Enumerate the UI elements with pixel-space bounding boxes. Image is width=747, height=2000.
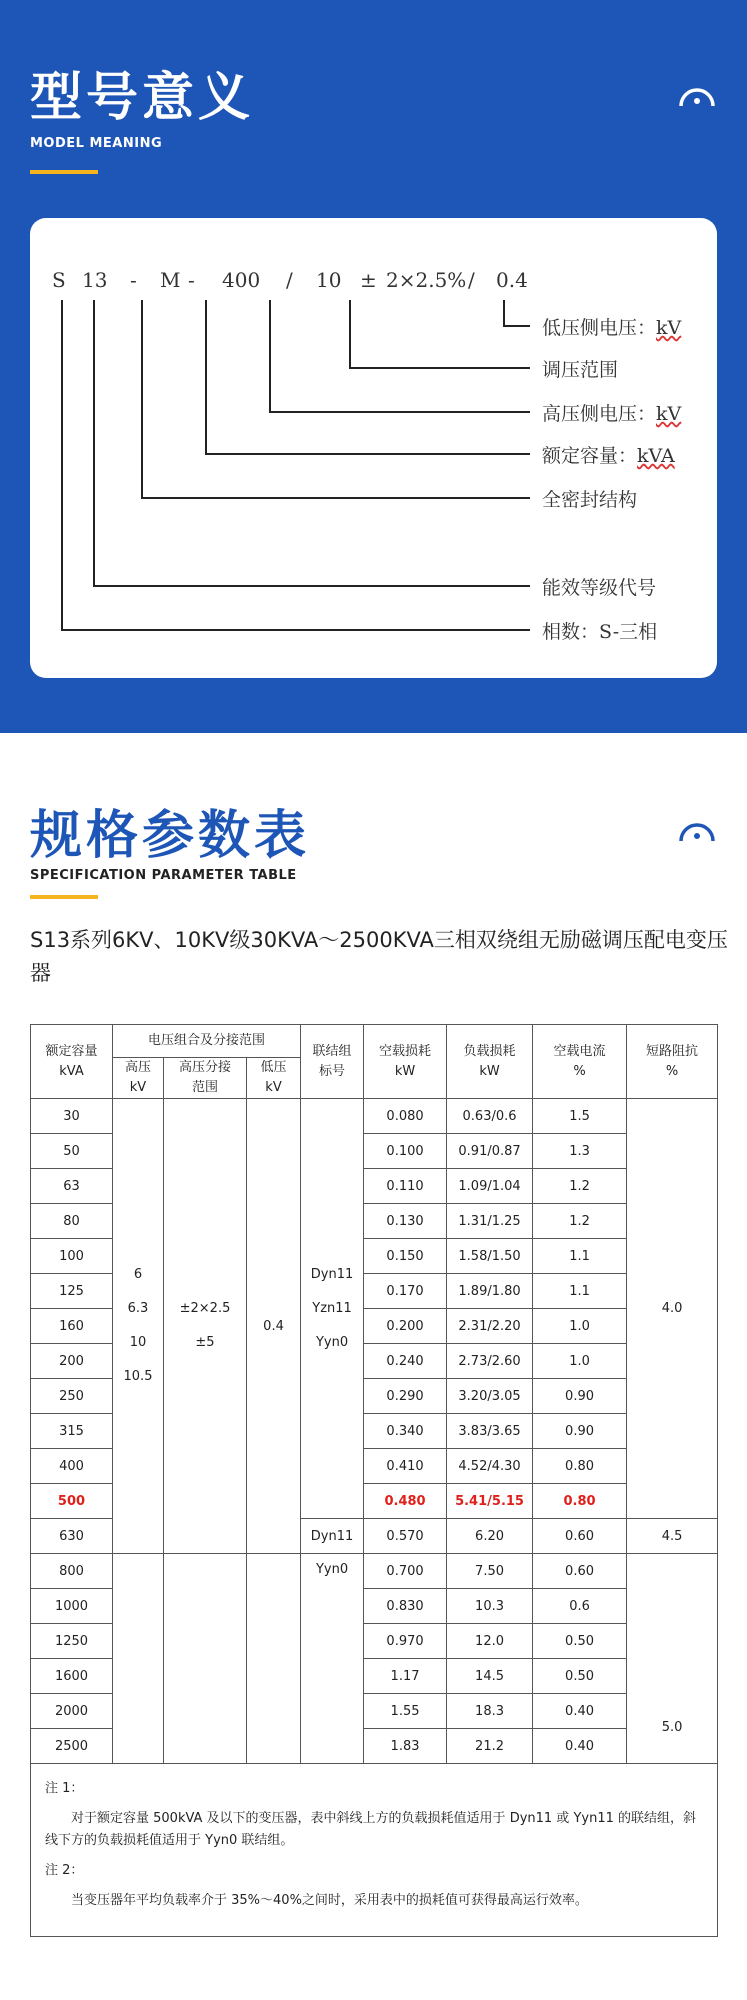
cell-noload: 1.83: [364, 1729, 447, 1764]
cell-load: 21.2: [447, 1729, 533, 1764]
cell-noload: 0.130: [364, 1204, 447, 1239]
cell-lv-empty: [247, 1554, 301, 1764]
cell-load: 0.63/0.6: [447, 1099, 533, 1134]
cell-capacity: 125: [31, 1274, 113, 1309]
code-plusminus: ±: [360, 268, 377, 292]
note-text: 对于额定容量 500kVA 及以下的变压器，表中斜线上方的负载损耗值适用于 Dyn11 或 Yyn11 的联结组，斜线下方的负载损耗值适用于 Yyn0 联结组。: [45, 1811, 696, 1848]
cell-capacity: 630: [31, 1519, 113, 1554]
cell-capacity: 50: [31, 1134, 113, 1169]
cell-load: 2.31/2.20: [447, 1309, 533, 1344]
header-unit: %: [573, 1063, 586, 1079]
spec-table: [30, 1024, 718, 1937]
code-sealed: M: [160, 268, 181, 292]
cell-current: 0.50: [533, 1624, 627, 1659]
cell-capacity: 1600: [31, 1659, 113, 1694]
meaning-efficiency: [542, 573, 656, 600]
group-value: Yyn0: [315, 1334, 349, 1350]
code-phase: S: [52, 268, 66, 292]
cell-noload: 0.110: [364, 1169, 447, 1204]
code-slash: /: [286, 268, 293, 292]
cell-capacity: 80: [31, 1204, 113, 1239]
header-text: 低压: [260, 1060, 287, 1075]
title-underline: [30, 895, 98, 899]
cell-noload: 0.700: [364, 1554, 447, 1589]
code-tap-range: 2×2.5%: [386, 268, 467, 292]
cell-noload: 0.290: [364, 1379, 447, 1414]
model-meaning-section: [0, 0, 747, 733]
cell-current: 0.90: [533, 1414, 627, 1449]
spec-description: S13系列6KV、10KV级30KVA～2500KVA三相双绕组无励磁调压配电变压器: [30, 928, 728, 985]
cell-noload: 0.970: [364, 1624, 447, 1659]
cell-noload: 0.480: [364, 1484, 447, 1519]
cell-noload: 1.17: [364, 1659, 447, 1694]
group-value: Dyn11: [310, 1266, 354, 1282]
cell-capacity: 315: [31, 1414, 113, 1449]
model-meaning-subtitle: MODEL MEANING: [30, 136, 163, 151]
header-text: 联结组: [312, 1043, 352, 1059]
meaning-label: 低压侧电压：: [542, 317, 657, 339]
cell-tap-empty: [164, 1554, 247, 1764]
code-lv: 0.4: [496, 268, 528, 292]
cell-load: 2.73/2.60: [447, 1344, 533, 1379]
code-dash: -: [188, 268, 195, 292]
cell-current: 1.3: [533, 1134, 627, 1169]
hv-value: 10: [129, 1335, 147, 1350]
cell-capacity: 30: [31, 1099, 113, 1134]
cell-load: 12.0: [447, 1624, 533, 1659]
header-text: 短路阻抗: [646, 1043, 699, 1059]
note-text: 当变压器年平均负载率介于 35%～40%之间时，采用表中的损耗值可获得最高运行效率。: [71, 1893, 588, 1908]
cell-current: 1.5: [533, 1099, 627, 1134]
cell-load: 1.09/1.04: [447, 1169, 533, 1204]
table-row: [31, 1099, 718, 1134]
cell-load: 10.3: [447, 1589, 533, 1624]
cell-group: Dyn11: [301, 1519, 364, 1554]
cell-capacity: 400: [31, 1449, 113, 1484]
note-label: 注 1：: [45, 1781, 84, 1796]
cell-current: 1.1: [533, 1239, 627, 1274]
group-value: Yzn11: [312, 1300, 352, 1316]
cell-capacity: 800: [31, 1554, 113, 1589]
header-capacity: [31, 1025, 113, 1099]
cell-current: 0.60: [533, 1554, 627, 1589]
header-text: 高压分接: [178, 1060, 231, 1075]
cell-noload: 0.340: [364, 1414, 447, 1449]
cell-hv-empty: [113, 1554, 164, 1764]
meaning-phase: [542, 617, 657, 644]
header-unit: kV: [265, 1080, 282, 1095]
cell-current: 0.50: [533, 1659, 627, 1694]
cell-capacity: 1000: [31, 1589, 113, 1624]
hv-value: 6.3: [127, 1301, 149, 1316]
cell-load: 1.89/1.80: [447, 1274, 533, 1309]
meaning-label: 额定容量：: [542, 445, 638, 467]
cell-current: 0.80: [533, 1449, 627, 1484]
header-unit: kW: [479, 1063, 500, 1079]
header-text: 范围: [191, 1080, 218, 1095]
cell-noload: 0.240: [364, 1344, 447, 1379]
meaning-unit: kV: [656, 317, 682, 339]
tap-value: ±5: [195, 1335, 215, 1350]
meaning-label: 能效等级代号: [542, 577, 657, 599]
meaning-sealed: [542, 485, 637, 512]
cell-capacity: 1250: [31, 1624, 113, 1659]
header-noload-loss: [364, 1025, 447, 1099]
header-noload-current: [533, 1025, 627, 1099]
cell-current: 1.2: [533, 1169, 627, 1204]
cell-capacity: 200: [31, 1344, 113, 1379]
cell-capacity: 250: [31, 1379, 113, 1414]
header-text: 负载损耗: [463, 1043, 516, 1059]
hv-value: 6: [133, 1267, 143, 1282]
code-slash: /: [468, 268, 475, 292]
meaning-label: 相数：S-三相: [542, 621, 658, 643]
header-group: [301, 1025, 364, 1099]
header-text: 高压: [124, 1060, 151, 1075]
cell-capacity: 100: [31, 1239, 113, 1274]
cell-current: 1.2: [533, 1204, 627, 1239]
code-dash: -: [130, 268, 137, 292]
cell-group-merged: [301, 1099, 364, 1519]
header-text: 空载损耗: [379, 1043, 432, 1059]
cell-noload: 0.410: [364, 1449, 447, 1484]
cell-load: 18.3: [447, 1694, 533, 1729]
cell-load: 7.50: [447, 1554, 533, 1589]
cell-load: 0.91/0.87: [447, 1134, 533, 1169]
table-row: [31, 1554, 718, 1589]
cell-noload: 0.200: [364, 1309, 447, 1344]
meaning-tap-range: [542, 355, 618, 382]
cell-current: 0.90: [533, 1379, 627, 1414]
cell-noload: 0.830: [364, 1589, 447, 1624]
cell-noload: 0.570: [364, 1519, 447, 1554]
cell-load: 6.20: [447, 1519, 533, 1554]
cell-load: 14.5: [447, 1659, 533, 1694]
cell-current: 0.6: [533, 1589, 627, 1624]
cell-noload: 1.55: [364, 1694, 447, 1729]
cell-group: Yyn0: [301, 1554, 364, 1764]
cell-load: 1.58/1.50: [447, 1239, 533, 1274]
cell-impedance-merged: 4.0: [627, 1099, 718, 1519]
cell-impedance: 5.0: [627, 1554, 718, 1764]
cell-capacity: 2500: [31, 1729, 113, 1764]
cell-current: 0.80: [533, 1484, 627, 1519]
cell-noload: 0.100: [364, 1134, 447, 1169]
header-unit: %: [665, 1063, 679, 1079]
cell-current: 1.0: [533, 1309, 627, 1344]
cell-hv-merged: [113, 1099, 164, 1554]
cell-lv-merged: 0.4: [247, 1099, 301, 1554]
header-text: 标号: [319, 1063, 346, 1079]
cell-current: 0.60: [533, 1519, 627, 1554]
code-efficiency: 13: [82, 268, 108, 292]
arc-icon: [677, 817, 717, 843]
header-unit: kV: [129, 1080, 147, 1095]
header-load-loss: [447, 1025, 533, 1099]
meaning-unit: kV: [656, 403, 682, 425]
meaning-high-voltage: [542, 399, 681, 426]
meaning-capacity: [542, 441, 675, 468]
cell-current: 0.40: [533, 1729, 627, 1764]
notes-cell: [31, 1764, 718, 1937]
header-impedance: [627, 1025, 718, 1099]
spec-subtitle: SPECIFICATION PARAMETER TABLE: [30, 868, 297, 883]
cell-load: 3.20/3.05: [447, 1379, 533, 1414]
code-hv: 10: [316, 268, 342, 292]
header-text: 额定容量: [45, 1043, 98, 1059]
model-code-card: [30, 218, 717, 678]
cell-capacity: 160: [31, 1309, 113, 1344]
note-label: 注 2：: [45, 1863, 84, 1878]
header-lv: [247, 1058, 301, 1099]
tap-value: ±2×2.5: [179, 1301, 231, 1316]
header-tap: [164, 1058, 247, 1099]
header-hv: [113, 1058, 164, 1099]
code-capacity: 400: [222, 268, 261, 292]
spec-title: 规格参数表: [30, 806, 311, 866]
cell-load: 4.52/4.30: [447, 1449, 533, 1484]
model-meaning-title: 型号意义: [30, 68, 255, 128]
cell-noload: 0.080: [364, 1099, 447, 1134]
header-voltage-group: 电压组合及分接范围: [113, 1025, 301, 1058]
cell-current: 1.1: [533, 1274, 627, 1309]
meaning-label: 全密封结构: [542, 489, 638, 511]
cell-current: 0.40: [533, 1694, 627, 1729]
cell-impedance: 4.5: [627, 1519, 718, 1554]
header-unit: kVA: [59, 1063, 84, 1079]
cell-capacity: 63: [31, 1169, 113, 1204]
cell-current: 1.0: [533, 1344, 627, 1379]
cell-noload: 0.150: [364, 1239, 447, 1274]
meaning-label: 高压侧电压：: [542, 403, 657, 425]
title-underline: [30, 170, 98, 174]
cell-load: 3.83/3.65: [447, 1414, 533, 1449]
header-text: 空载电流: [553, 1043, 606, 1059]
meaning-low-voltage: [542, 313, 681, 340]
meaning-unit: kVA: [637, 445, 675, 467]
table-notes: [31, 1764, 718, 1937]
cell-load: 5.41/5.15: [447, 1484, 533, 1519]
cell-tap-merged: [164, 1099, 247, 1554]
arc-icon: [677, 82, 717, 108]
cell-capacity: 500: [31, 1484, 113, 1519]
header-unit: kW: [394, 1063, 416, 1079]
cell-load: 1.31/1.25: [447, 1204, 533, 1239]
meaning-label: 调压范围: [542, 359, 619, 381]
cell-capacity: 2000: [31, 1694, 113, 1729]
cell-noload: 0.170: [364, 1274, 447, 1309]
hv-value: 10.5: [123, 1369, 153, 1384]
